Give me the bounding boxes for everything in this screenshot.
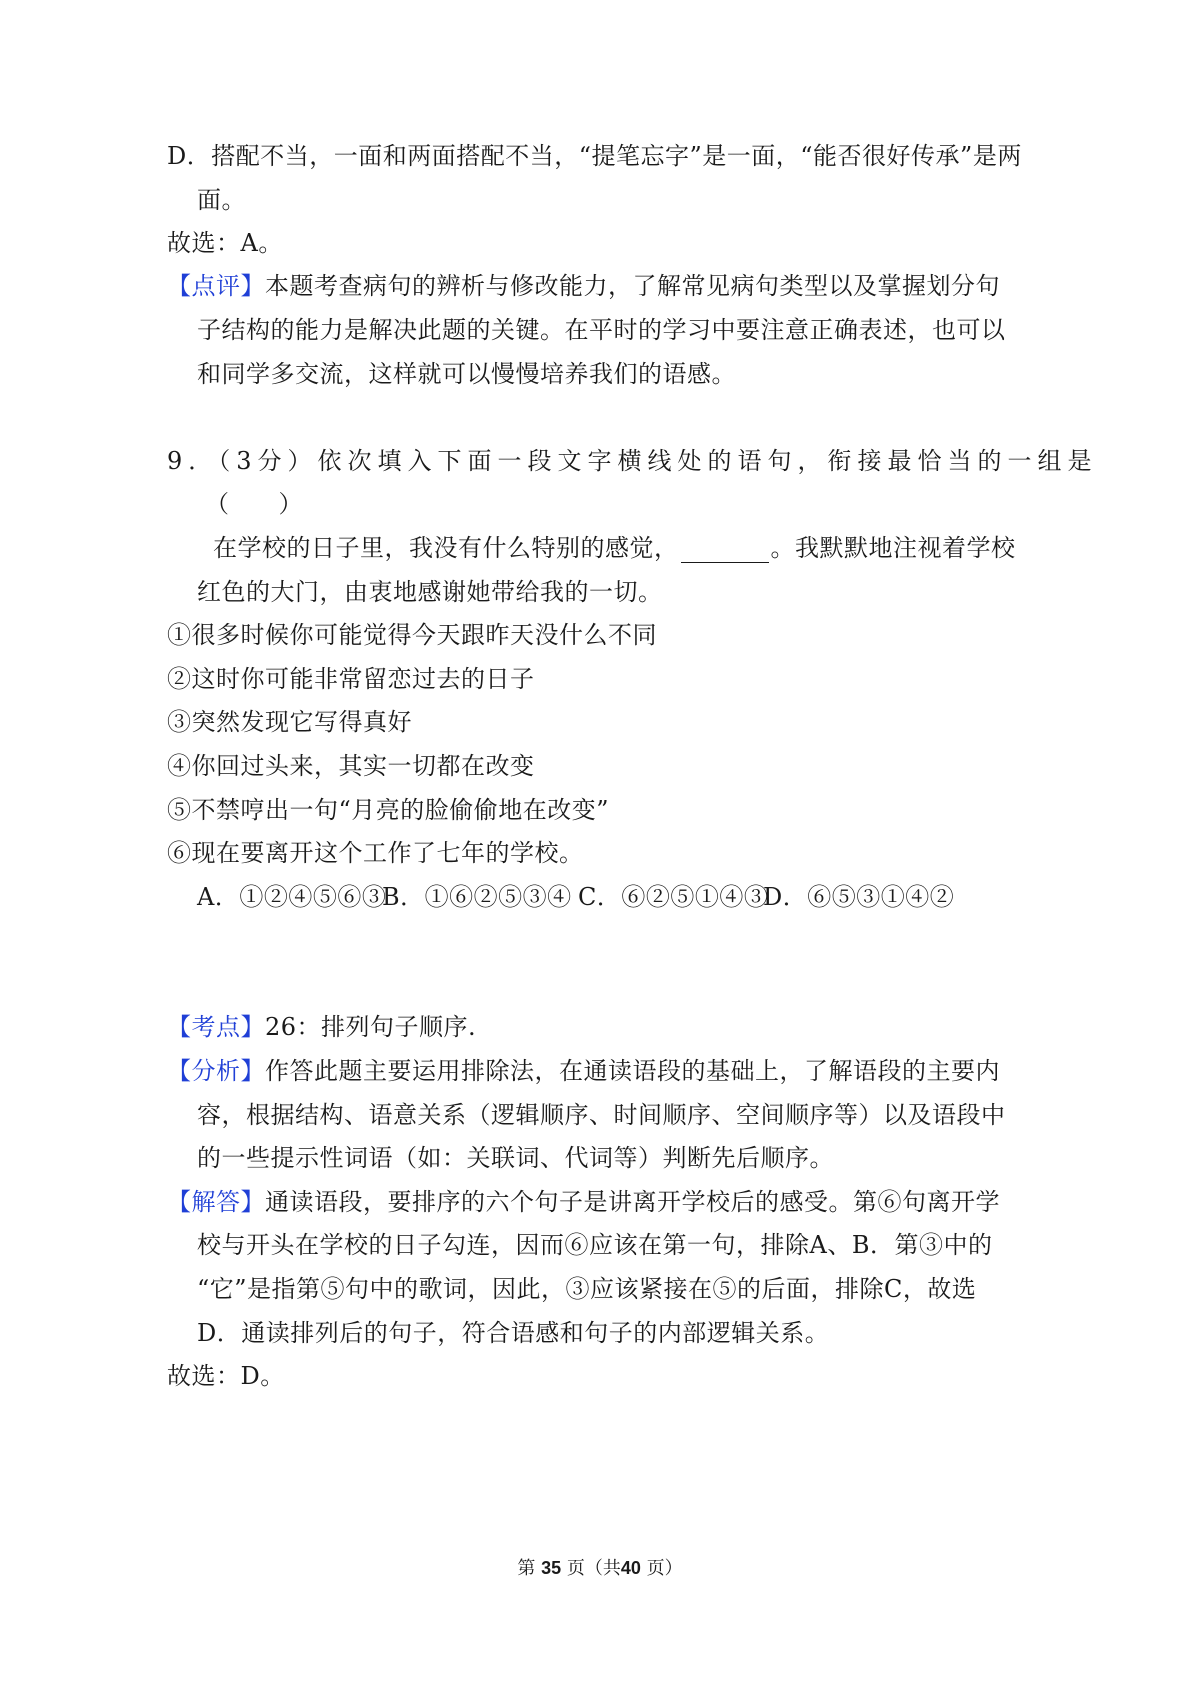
page-number: 35 [541, 1558, 562, 1578]
sentence-item-1: ①很多时候你可能觉得今天跟昨天没什么不同 [167, 621, 657, 649]
choice-a: A．①②④⑤⑥③ [197, 883, 387, 911]
jieda-line1 [167, 1187, 1000, 1217]
kaodian-text: 26：排列句子顺序. [265, 1013, 477, 1041]
fenxi-line2: 容，根据结构、语意关系（逻辑顺序、时间顺序、空间顺序等）以及语段中 [197, 1101, 1006, 1129]
question-stem-line2: （ ） [205, 490, 303, 518]
sentence-item-5: ⑤不禁哼出一句“月亮的脸偷偷地在改变” [167, 796, 610, 824]
page-footer [0, 1556, 1200, 1581]
jieda-line4: D．通读排列后的句子，符合语感和句子的内部逻辑关系。 [197, 1319, 830, 1347]
sentence-item-2: ②这时你可能非常留恋过去的日子 [167, 665, 535, 693]
jieda-line3: “它”是指第⑤句中的歌词，因此，③应该紧接在⑤的后面，排除C，故选 [197, 1275, 977, 1303]
jieda-line2: 校与开头在学校的日子勾连，因而⑥应该在第一句，排除A、B．第③中的 [197, 1231, 993, 1259]
question-passage-line2: 红色的大门，由衷地感谢她带给我的一切。 [197, 578, 663, 606]
fill-blank [681, 538, 769, 563]
footer-suffix: 页） [646, 1558, 683, 1579]
jieda-text: 通读语段，要排序的六个句子是讲离开学校后的感受。第⑥句离开学 [265, 1188, 1000, 1216]
prev-answer: 故选：A。 [167, 229, 283, 257]
passage-text-after-blank: 。我默默地注视着学校 [770, 534, 1016, 562]
choice-c: C．⑥②⑤①④③ [578, 883, 769, 911]
sentence-item-3: ③突然发现它写得真好 [167, 708, 412, 736]
fenxi-line1 [167, 1056, 1000, 1086]
sentence-item-4: ④你回过头来，其实一切都在改变 [167, 752, 535, 780]
choice-b: B．①⑥②⑤③④ [382, 883, 572, 911]
total-pages: 40 [620, 1558, 641, 1578]
prev-comment-line2: 子结构的能力是解决此题的关键。在平时的学习中要注意正确表述，也可以 [197, 316, 1006, 344]
question-passage-line1 [213, 533, 1016, 563]
footer-middle: 页（共 [566, 1558, 621, 1579]
analysis-answer: 故选：D。 [167, 1362, 285, 1390]
prev-option-d-line2: 面。 [197, 186, 246, 214]
prev-option-d-line1: D．搭配不当，一面和两面搭配不当，“提笔忘字”是一面，“能否很好传承”是两 [167, 142, 1022, 170]
sentence-item-6: ⑥现在要离开这个工作了七年的学校。 [167, 839, 584, 867]
jieda-tag: 【解答】 [167, 1188, 265, 1216]
passage-text-before-blank: 在学校的日子里，我没有什么特别的感觉， [213, 534, 679, 562]
prev-comment-line1 [167, 271, 1000, 301]
choice-d: D．⑥⑤③①④② [763, 883, 955, 911]
comment-tag: 【点评】 [167, 272, 265, 300]
prev-comment-line3: 和同学多交流，这样就可以慢慢培养我们的语感。 [197, 360, 736, 388]
footer-prefix: 第 [517, 1558, 536, 1579]
fenxi-line3: 的一些提示性词语（如：关联词、代词等）判断先后顺序。 [197, 1144, 834, 1172]
kaodian-tag: 【考点】 [167, 1013, 265, 1041]
fenxi-tag: 【分析】 [167, 1057, 265, 1085]
kaodian-line [167, 1012, 476, 1042]
fenxi-text: 作答此题主要运用排除法，在通读语段的基础上，了解语段的主要内 [265, 1057, 1000, 1085]
comment-text: 本题考查病句的辨析与修改能力，了解常见病句类型以及掌握划分句 [265, 272, 1000, 300]
question-stem-line1: 9．（3分）依次填入下面一段文字横线处的语句，衔接最恰当的一组是 [167, 447, 1098, 475]
